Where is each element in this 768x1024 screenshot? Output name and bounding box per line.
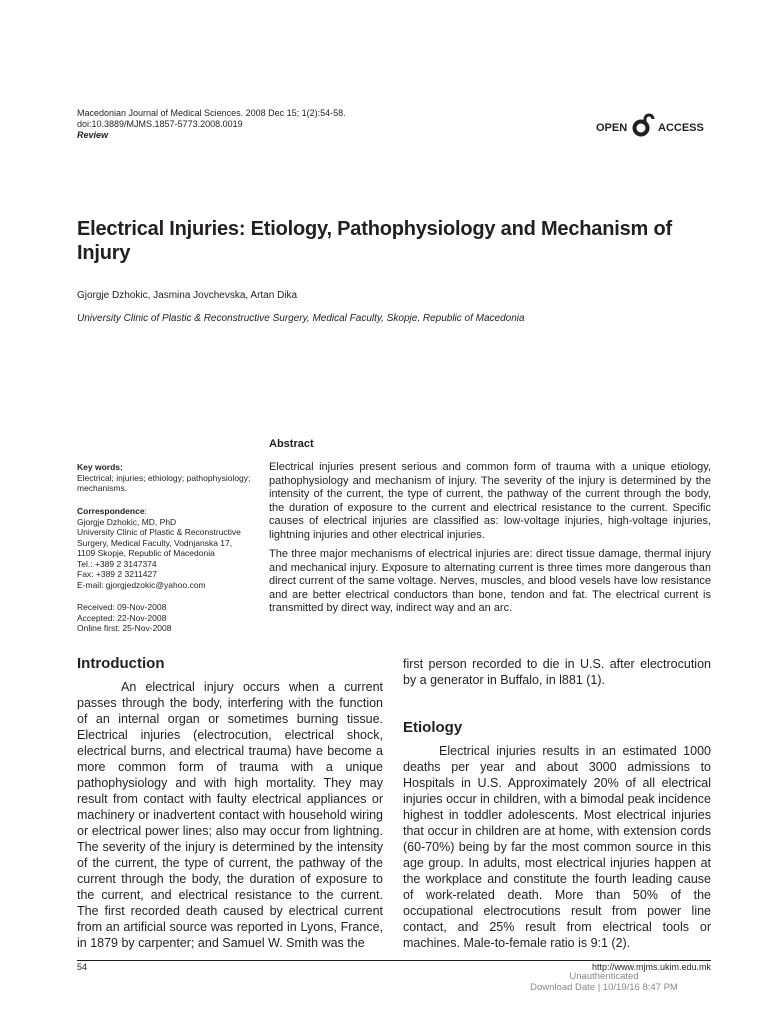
- journal-url[interactable]: http://www.mjms.ukim.edu.mk: [591, 962, 711, 972]
- keywords-text: Electrical; injuries; ethiology; pathophysiology; mechanisms.: [77, 472, 251, 493]
- correspondence-line: University Clinic of Plastic & Reconstructive: [77, 527, 241, 537]
- correspondence-heading: Correspondence: [77, 506, 145, 516]
- introduction-continuation-block: [403, 656, 711, 688]
- journal-citation: Macedonian Journal of Medical Sciences. 2008 Dec 15; 1(2):54-58.: [77, 108, 346, 118]
- open-access-label-access: ACCESS: [658, 122, 704, 134]
- article-title: Electrical Injuries: Etiology, Pathophysiology and Mechanism of Injury: [77, 218, 672, 264]
- keywords-block: [77, 462, 257, 494]
- abstract-body: [269, 461, 711, 622]
- footer-rule: [77, 960, 711, 961]
- open-access-logo: [596, 113, 712, 137]
- open-access-label-open: OPEN: [596, 122, 628, 134]
- online-first-date: Online first: 25-Nov-2008: [77, 623, 172, 633]
- etiology-heading: Etiology: [403, 719, 463, 736]
- correspondence-block: Correspondence: Gjorgje Dzhokic, MD, PhD University Clinic of Plastic & Reconstructive Surgery, Medical Faculty, Vodnjanska 17, 1109 Skopje, Republic of Macedonia Tel.: +389 2 3147374 Fax: +389 2 3211427 E-mail: gjorgjedzokic@yahoo.com: [77, 506, 257, 590]
- correspondence-email: E-mail: gjorgjedzokic@yahoo.com: [77, 579, 206, 590]
- etiology-body: [403, 743, 711, 951]
- journal-header: [77, 108, 477, 141]
- introduction-continuation: first person recorded to die in U.S. after electrocution by a generator in Buffalo, in l881 (1).: [403, 657, 711, 687]
- accepted-date: Accepted: 22-Nov-2008: [77, 612, 167, 623]
- abstract-paragraph: Electrical injuries present serious and common form of trauma with a unique etiology, pathophysiology and mechanism of injury. The severity of the injury is determined by the intensity of the current, the type of current, the pathway of the current through the body, the duration of exposure to the current and electrical resistance to the current. Specific causes of electrical injuries are classified as: low-voltage injuries, high-voltage injuries, lightning injuries and other electrical injuries.: [269, 461, 711, 541]
- doi-line: doi:10.3889/MJMS.1857-5773.2008.0019: [77, 119, 243, 129]
- correspondence-line: Surgery, Medical Faculty, Vodnjanska 17,: [77, 537, 233, 548]
- received-date: Received: 09-Nov-2008: [77, 602, 167, 612]
- correspondence-line: Tel.: +389 2 3147374: [77, 558, 157, 569]
- dates-block: [77, 602, 257, 634]
- abstract-heading: Abstract: [269, 438, 314, 450]
- abstract-paragraph: The three major mechanisms of electrical injuries are: direct tissue damage, thermal injury and mechanical injury. Exposure to alternating current is three times more dangerous than direct current of the same voltage. Nerves, muscles, and blood vesels have low resistance and are better electrical conductors than bone, tendon and fat. The electrical current is transmitted by direct way, indirect way and an arc.: [269, 548, 711, 614]
- etiology-paragraph: Electrical injuries results in an estimated 1000 deaths per year and about 3000 admissions to Hospitals in U.S. Approximately 20% of all electrical injuries occur in children, with a bimodal peak incidence highest in toddler adolescents. Most electrical injuries that occur in children are at home, with extension cords (60-70%) being by far the most common source in this age group. In adults, most electrical injuries happen at the workplace and constitute the fourth leading cause of work-related death. More than 50% of the occupational electrocutions result from power line contact, and 25% result from electrical tools or machines. Male-to-female ratio is 9:1 (2).: [403, 744, 711, 950]
- correspondence-line: 1109 Skopje, Republic of Macedonia: [77, 548, 215, 558]
- introduction-heading: Introduction: [77, 655, 165, 672]
- article-type: Review: [77, 130, 109, 140]
- introduction-body: [77, 679, 383, 951]
- stamp-date: Download Date | 10/19/16 8:47 PM: [530, 982, 678, 993]
- introduction-paragraph: An electrical injury occurs when a current passes through the body, interfering with the function of an internal organ or sometimes burning tissue. Electrical injuries (electrocution, electrical shock, electrical burns, and electrical trauma) have become a more common form of trauma with a unique pathophysiology and with high mortality. They may result from contact with faulty electrical appliances or machinery or inadvertent contact with household wiring or electrical power lines; also may occur from lightning. The severity of the injury is determined by the intensity of the current, the type of current, the pathway of the current through the body, the duration of exposure to the current, and electrical resistance to the current. The first recorded death caused by electrical current from an artificial source was reported in Lyons, France, in 1879 by carpenter; and Samuel W. Smith was the: [77, 680, 383, 950]
- keywords-heading: Key words:: [77, 462, 123, 472]
- download-stamp: [497, 971, 711, 993]
- affiliation: University Clinic of Plastic & Reconstructive Surgery, Medical Faculty, Skopje, Republic of Macedonia: [77, 313, 525, 324]
- correspondence-line: Fax: +389 2 3211427: [77, 569, 157, 579]
- correspondence-line: Gjorgje Dzhokic, MD, PhD: [77, 516, 177, 527]
- stamp-auth: Unauthenticated: [569, 971, 639, 982]
- author-list: Gjorgje Dzhokic, Jasmina Jovchevska, Artan Dika: [77, 290, 298, 301]
- page-number: 54: [77, 962, 88, 972]
- open-lock-icon: [632, 113, 656, 137]
